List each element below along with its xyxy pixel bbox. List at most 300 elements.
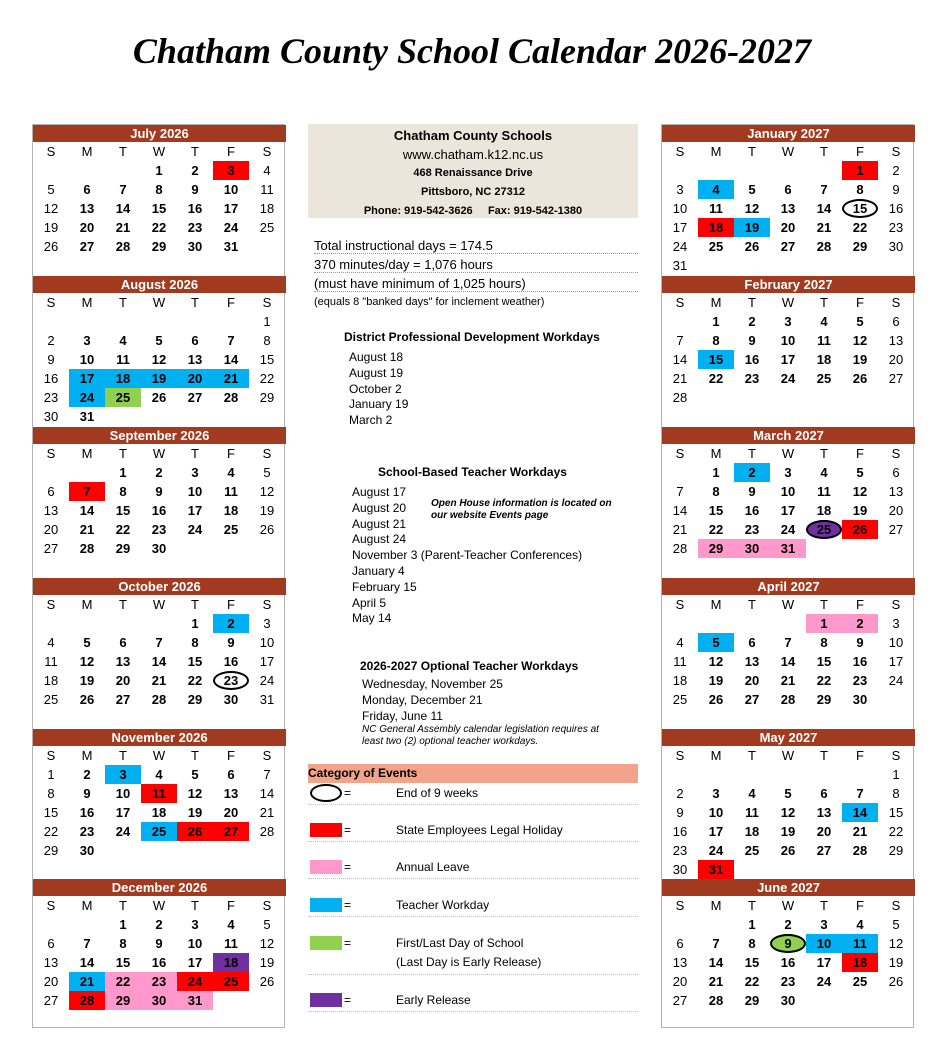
day-cell: 10	[79, 352, 95, 367]
day-cell: 1	[806, 614, 842, 633]
legend-label: Teacher Workday	[396, 898, 490, 912]
day-cell: 3	[83, 333, 91, 348]
legend-item	[308, 991, 638, 1012]
legend-swatch	[310, 936, 342, 950]
day-cell: 21	[852, 824, 868, 839]
list-item: August 18	[349, 350, 404, 364]
weekday-label: T	[748, 446, 756, 461]
weekday-label: M	[81, 748, 93, 763]
weekday-label: S	[46, 748, 56, 763]
day-cell: 23	[888, 220, 904, 235]
day-cell: 31	[223, 239, 239, 254]
day-cell: 10	[806, 934, 842, 953]
day-cell: 6	[892, 465, 900, 480]
day-cell: 8	[856, 182, 864, 197]
day-cell: 28	[259, 824, 275, 839]
day-cell: 23	[187, 220, 203, 235]
day-cell: 30	[151, 541, 167, 556]
day-cell: 27	[43, 993, 59, 1008]
week-row	[662, 614, 915, 633]
weekday-label: T	[820, 597, 828, 612]
month-title: April 2027	[662, 578, 915, 595]
month-title: February 2027	[662, 276, 915, 293]
day-cell: 28	[780, 692, 796, 707]
day-cell: 13	[888, 484, 904, 499]
weekday-label: M	[710, 597, 722, 612]
day-cell: 11	[842, 934, 878, 953]
day-cell: 6	[119, 635, 127, 650]
month-left-0	[33, 125, 286, 256]
week-row	[33, 237, 286, 256]
day-cell: 16	[187, 201, 203, 216]
day-cell: 6	[83, 182, 91, 197]
list-item: May 14	[352, 611, 392, 626]
list-item: August 17	[352, 485, 407, 499]
day-cell: 11	[116, 352, 130, 367]
day-cell: 29	[744, 993, 760, 1008]
month-right-5	[662, 879, 915, 1010]
day-cell: 14	[259, 786, 275, 801]
day-cell: 3	[784, 465, 792, 480]
week-row	[662, 972, 915, 991]
weekday-label: T	[820, 748, 828, 763]
weekday-label: S	[46, 295, 56, 310]
week-row	[33, 180, 286, 199]
day-cell: 22	[105, 972, 141, 991]
day-cell: 16	[744, 503, 760, 518]
day-cell: 3	[213, 161, 249, 180]
week-row	[33, 972, 286, 991]
weekday-label: S	[891, 295, 901, 310]
weekday-label: S	[675, 295, 685, 310]
day-cell: 13	[223, 786, 239, 801]
weekday-label: F	[227, 144, 235, 159]
day-cell: 4	[820, 465, 828, 480]
week-row	[662, 953, 915, 972]
optional-heading: 2026-2027 Optional Teacher Workdays	[360, 659, 579, 673]
day-cell: 6	[47, 936, 55, 951]
day-cell: 21	[79, 522, 95, 537]
weekday-label: F	[856, 748, 864, 763]
day-cell: 26	[79, 692, 95, 707]
day-cell: 7	[263, 767, 271, 782]
list-item: January 4	[352, 563, 405, 578]
day-cell: 2	[213, 614, 249, 633]
list-item: Monday, December 21	[362, 692, 483, 707]
week-row	[33, 690, 286, 709]
day-cell: 22	[816, 673, 832, 688]
day-cell: 2	[734, 463, 770, 482]
weekday-label: M	[81, 446, 93, 461]
day-cell: 7	[155, 635, 163, 650]
day-cell: 15	[842, 199, 878, 218]
day-cell: 16	[744, 352, 760, 367]
legislation-note: NC General Assembly calendar legislation requires at least two (2) optional teacher workdays.	[362, 724, 599, 747]
weekday-label: S	[46, 144, 56, 159]
weekday-label: S	[675, 597, 685, 612]
day-cell: 29	[151, 239, 167, 254]
day-cell: 4	[155, 767, 163, 782]
week-row	[33, 161, 286, 180]
day-cell: 22	[744, 974, 760, 989]
day-cell: 18	[43, 673, 59, 688]
day-cell: 31	[259, 692, 275, 707]
weekday-header-row	[33, 896, 286, 915]
day-cell: 12	[43, 201, 59, 216]
day-cell: 2	[784, 917, 792, 932]
day-cell: 21	[708, 974, 724, 989]
day-cell: 25	[806, 520, 842, 539]
weekday-label: T	[820, 295, 828, 310]
day-cell: 11	[817, 484, 831, 499]
day-cell: 10	[780, 484, 796, 499]
weekday-label: T	[191, 748, 199, 763]
legend-equals: =	[344, 993, 352, 1007]
legend-label: Annual Leave	[396, 860, 470, 874]
list-item: Friday, June 11	[362, 708, 443, 723]
day-cell: 19	[708, 673, 724, 688]
weekday-label: T	[119, 144, 127, 159]
day-cell: 8	[892, 786, 900, 801]
day-cell: 27	[816, 843, 832, 858]
legend-equals: =	[344, 898, 352, 912]
day-cell: 6	[47, 484, 55, 499]
day-cell: 10	[187, 936, 203, 951]
day-cell: 4	[748, 786, 756, 801]
day-cell: 18	[744, 824, 760, 839]
week-row	[662, 180, 915, 199]
day-cell: 13	[43, 955, 59, 970]
weekday-label: S	[675, 144, 685, 159]
day-cell: 2	[47, 333, 55, 348]
weekday-header-row	[33, 746, 286, 765]
day-cell: 29	[259, 390, 275, 405]
day-cell: 28	[672, 390, 688, 405]
day-cell: 19	[852, 352, 868, 367]
day-cell: 14	[79, 503, 95, 518]
day-cell: 26	[259, 522, 275, 537]
weekday-label: F	[227, 446, 235, 461]
day-cell: 12	[187, 786, 203, 801]
day-cell: 13	[43, 503, 59, 518]
day-cell: 15	[151, 201, 167, 216]
week-row	[33, 331, 286, 350]
day-cell: 2	[155, 917, 163, 932]
day-cell: 5	[155, 333, 163, 348]
weekday-label: S	[46, 446, 56, 461]
weekday-label: W	[152, 597, 166, 612]
day-cell: 5	[748, 182, 756, 197]
day-cell: 12	[852, 484, 868, 499]
weekday-label: T	[119, 748, 127, 763]
weekday-label: T	[748, 597, 756, 612]
legend-swatch	[310, 898, 342, 912]
day-cell: 14	[780, 654, 796, 669]
day-cell: 27	[888, 371, 904, 386]
day-cell: 21	[69, 972, 105, 991]
month-left-2	[33, 427, 286, 558]
week-row	[33, 199, 286, 218]
day-cell: 3	[676, 182, 684, 197]
month-title: June 2027	[662, 879, 915, 896]
day-cell: 30	[79, 843, 95, 858]
day-cell: 20	[780, 220, 796, 235]
day-cell: 8	[712, 333, 720, 348]
day-cell: 13	[79, 201, 95, 216]
day-cell: 4	[263, 163, 271, 178]
weekday-label: W	[781, 144, 795, 159]
day-cell: 4	[227, 465, 235, 480]
day-cell: 12	[151, 352, 167, 367]
day-cell: 3	[105, 765, 141, 784]
day-cell: 22	[888, 824, 904, 839]
day-cell: 22	[852, 220, 868, 235]
weekday-label: M	[81, 295, 93, 310]
day-cell: 15	[187, 654, 203, 669]
day-cell: 17	[223, 201, 239, 216]
day-cell: 24	[187, 522, 203, 537]
weekday-header-row	[33, 293, 286, 312]
month-left-3	[33, 578, 286, 709]
optional-workday-list	[362, 677, 503, 724]
weekday-label: T	[191, 898, 199, 913]
weekday-label: M	[81, 144, 93, 159]
weekday-label: T	[119, 597, 127, 612]
day-cell: 28	[151, 692, 167, 707]
week-row	[662, 218, 915, 237]
day-cell: 18	[816, 503, 832, 518]
day-cell: 12	[259, 484, 275, 499]
day-cell: 1	[119, 917, 127, 932]
day-cell: 20	[223, 805, 239, 820]
week-row	[662, 934, 915, 953]
day-cell: 26	[151, 390, 167, 405]
day-cell: 8	[820, 635, 828, 650]
weekday-label: T	[748, 898, 756, 913]
page-title: Chatham County School Calendar 2026-2027	[132, 31, 812, 71]
weekday-header-row	[662, 746, 915, 765]
day-cell: 11	[141, 784, 177, 803]
day-cell: 9	[748, 333, 756, 348]
day-cell: 21	[780, 673, 796, 688]
day-cell: 17	[187, 503, 203, 518]
day-cell: 25	[43, 692, 59, 707]
day-cell: 17	[115, 805, 131, 820]
day-cell: 19	[780, 824, 796, 839]
week-row	[662, 539, 915, 558]
weekday-label: S	[891, 144, 901, 159]
day-cell: 24	[69, 388, 105, 407]
day-cell: 23	[43, 390, 59, 405]
day-cell: 1	[748, 917, 756, 932]
week-row	[662, 199, 915, 218]
day-cell: 30	[187, 239, 203, 254]
day-cell: 15	[115, 503, 131, 518]
day-cell: 30	[223, 692, 239, 707]
day-cell: 12	[708, 654, 724, 669]
weekday-label: S	[262, 597, 272, 612]
day-cell: 3	[263, 616, 271, 631]
day-cell: 25	[744, 843, 760, 858]
month-title: January 2027	[662, 125, 915, 142]
day-cell: 16	[223, 654, 239, 669]
day-cell: 30	[672, 862, 688, 877]
month-right-1	[662, 276, 915, 407]
legend-equals: =	[344, 936, 352, 950]
day-cell: 3	[191, 465, 199, 480]
weekday-header-row	[33, 595, 286, 614]
weekday-label: S	[262, 144, 272, 159]
day-cell: 8	[191, 635, 199, 650]
day-cell: 8	[748, 936, 756, 951]
day-cell: 30	[888, 239, 904, 254]
day-cell: 20	[672, 974, 688, 989]
legend-item	[308, 821, 638, 842]
day-cell: 3	[712, 786, 720, 801]
weekday-label: S	[891, 898, 901, 913]
week-row	[662, 765, 915, 784]
day-cell: 22	[708, 371, 724, 386]
weekday-label: M	[710, 898, 722, 913]
day-cell: 4	[698, 180, 734, 199]
month-left-5	[33, 879, 286, 1010]
day-cell: 4	[820, 314, 828, 329]
day-cell: 21	[213, 369, 249, 388]
day-cell: 16	[780, 955, 796, 970]
week-row	[33, 407, 286, 426]
day-cell: 18	[223, 503, 239, 518]
day-cell: 17	[780, 503, 796, 518]
day-cell: 18	[105, 369, 141, 388]
day-cell: 7	[676, 333, 684, 348]
day-cell: 24	[672, 239, 688, 254]
legend-label: End of 9 weeks	[396, 786, 479, 800]
day-cell: 5	[263, 917, 271, 932]
day-cell: 23	[744, 522, 760, 537]
day-cell: 8	[119, 936, 127, 951]
day-cell: 14	[151, 654, 167, 669]
day-cell: 12	[780, 805, 796, 820]
weekday-label: F	[856, 898, 864, 913]
day-cell: 11	[224, 936, 238, 951]
day-cell: 27	[780, 239, 796, 254]
week-row	[33, 482, 286, 501]
day-cell: 19	[79, 673, 95, 688]
week-row	[662, 237, 915, 256]
day-cell: 28	[816, 239, 832, 254]
day-cell: 24	[259, 673, 275, 688]
day-cell: 14	[115, 201, 131, 216]
day-cell: 12	[79, 654, 95, 669]
week-row	[33, 765, 286, 784]
month-title: March 2027	[662, 427, 915, 444]
day-cell: 9	[676, 805, 684, 820]
day-cell: 24	[177, 972, 213, 991]
day-cell: 27	[79, 239, 95, 254]
day-cell: 5	[83, 635, 91, 650]
weekday-label: T	[748, 144, 756, 159]
day-cell: 17	[259, 654, 275, 669]
month-left-4	[33, 729, 286, 860]
day-cell: 31	[672, 258, 688, 273]
day-cell: 19	[852, 503, 868, 518]
week-row	[33, 350, 286, 369]
weekday-label: W	[152, 446, 166, 461]
day-cell: 3	[820, 917, 828, 932]
week-row	[662, 652, 915, 671]
legend-swatch	[310, 784, 342, 802]
day-cell: 26	[708, 692, 724, 707]
day-cell: 13	[187, 352, 203, 367]
day-cell: 18	[698, 218, 734, 237]
month-title: October 2026	[33, 578, 286, 595]
day-cell: 25	[223, 522, 239, 537]
day-cell: 10	[187, 484, 203, 499]
day-cell: 6	[748, 635, 756, 650]
weekday-label: M	[81, 597, 93, 612]
day-cell: 28	[223, 390, 239, 405]
legend-equals: =	[344, 823, 352, 837]
list-item: January 19	[349, 397, 409, 412]
weekday-label: W	[781, 748, 795, 763]
legend-label: State Employees Legal Holiday	[396, 823, 563, 837]
day-cell: 26	[744, 239, 760, 254]
day-cell: 29	[816, 692, 832, 707]
day-cell: 9	[155, 484, 163, 499]
day-cell: 14	[672, 352, 688, 367]
day-cell: 7	[119, 182, 127, 197]
day-cell: 27	[888, 522, 904, 537]
legend-sublabel: (Last Day is Early Release)	[396, 955, 542, 969]
month-title: September 2026	[33, 427, 286, 444]
day-cell: 8	[119, 484, 127, 499]
day-cell: 31	[79, 409, 95, 424]
day-cell: 31	[770, 539, 806, 558]
day-cell: 11	[260, 182, 274, 197]
day-cell: 25	[708, 239, 724, 254]
week-row	[662, 860, 915, 879]
day-cell: 15	[708, 503, 724, 518]
day-cell: 23	[141, 972, 177, 991]
legend-equals: =	[344, 786, 352, 800]
day-cell: 13	[115, 654, 131, 669]
day-cell: 1	[119, 465, 127, 480]
list-item: March 2	[349, 413, 393, 428]
day-cell: 13	[744, 654, 760, 669]
school-website[interactable]: www.chatham.k12.nc.us	[402, 147, 544, 162]
day-cell: 1	[842, 161, 878, 180]
day-cell: 20	[43, 974, 59, 989]
school-name: Chatham County Schools	[393, 128, 553, 143]
day-cell: 26	[842, 520, 878, 539]
week-row	[662, 803, 915, 822]
day-cell: 20	[888, 503, 904, 518]
day-cell: 3	[191, 917, 199, 932]
district-heading: District Professional Development Workdays	[344, 330, 600, 344]
legend-equals: =	[344, 860, 352, 874]
week-row	[662, 915, 915, 934]
day-cell: 20	[43, 522, 59, 537]
day-cell: 12	[852, 333, 868, 348]
list-item: August 24	[352, 532, 407, 547]
day-cell: 9	[191, 182, 199, 197]
day-cell: 27	[115, 692, 131, 707]
day-cell: 6	[191, 333, 199, 348]
day-cell: 14	[223, 352, 239, 367]
day-cell: 9	[47, 352, 55, 367]
day-cell: 16	[888, 201, 904, 216]
weekday-label: T	[191, 446, 199, 461]
